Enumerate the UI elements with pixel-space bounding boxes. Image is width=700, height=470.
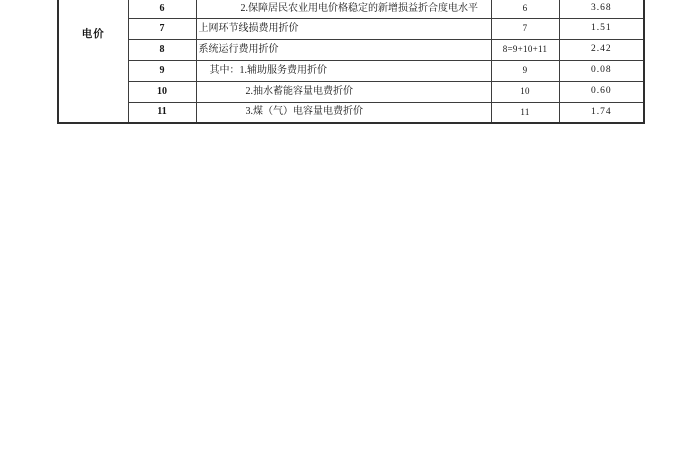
formula-cell: 7 bbox=[491, 18, 559, 39]
formula-cell: 9 bbox=[491, 60, 559, 81]
row-number-cell: 9 bbox=[128, 60, 196, 81]
value-cell: 1.74 bbox=[559, 102, 644, 123]
description-cell: 3.煤（气）电容量电费折价 bbox=[196, 102, 491, 123]
value-cell: 0.60 bbox=[559, 81, 644, 102]
table-row bbox=[58, 0, 644, 18]
table-row bbox=[58, 102, 644, 123]
description-cell: 系统运行费用折价 bbox=[196, 39, 491, 60]
table-row bbox=[58, 60, 644, 81]
row-number-cell: 8 bbox=[128, 39, 196, 60]
electricity-price-table bbox=[57, 0, 645, 124]
formula-cell: 11 bbox=[491, 102, 559, 123]
formula-cell: 6 bbox=[491, 0, 559, 18]
row-number-cell: 7 bbox=[128, 18, 196, 39]
formula-cell: 10 bbox=[491, 81, 559, 102]
value-cell: 2.42 bbox=[559, 39, 644, 60]
table-row bbox=[58, 81, 644, 102]
category-cell: 电价 bbox=[58, 0, 128, 123]
description-cell: 其中：1.辅助服务费用折价 bbox=[196, 60, 491, 81]
value-cell: 3.68 bbox=[559, 0, 644, 18]
value-cell: 1.51 bbox=[559, 18, 644, 39]
row-number-cell: 11 bbox=[128, 102, 196, 123]
row-number-cell: 10 bbox=[128, 81, 196, 102]
value-cell: 0.08 bbox=[559, 60, 644, 81]
table-row bbox=[58, 39, 644, 60]
description-cell: 2.抽水蓄能容量电费折价 bbox=[196, 81, 491, 102]
price-table-body bbox=[58, 0, 644, 123]
formula-cell: 8=9+10+11 bbox=[491, 39, 559, 60]
table-row bbox=[58, 18, 644, 39]
row-number-cell: 6 bbox=[128, 0, 196, 18]
description-cell: 2.保障居民农业用电价格稳定的新增损益折合度电水平 bbox=[196, 0, 491, 18]
description-cell: 上网环节线损费用折价 bbox=[196, 18, 491, 39]
